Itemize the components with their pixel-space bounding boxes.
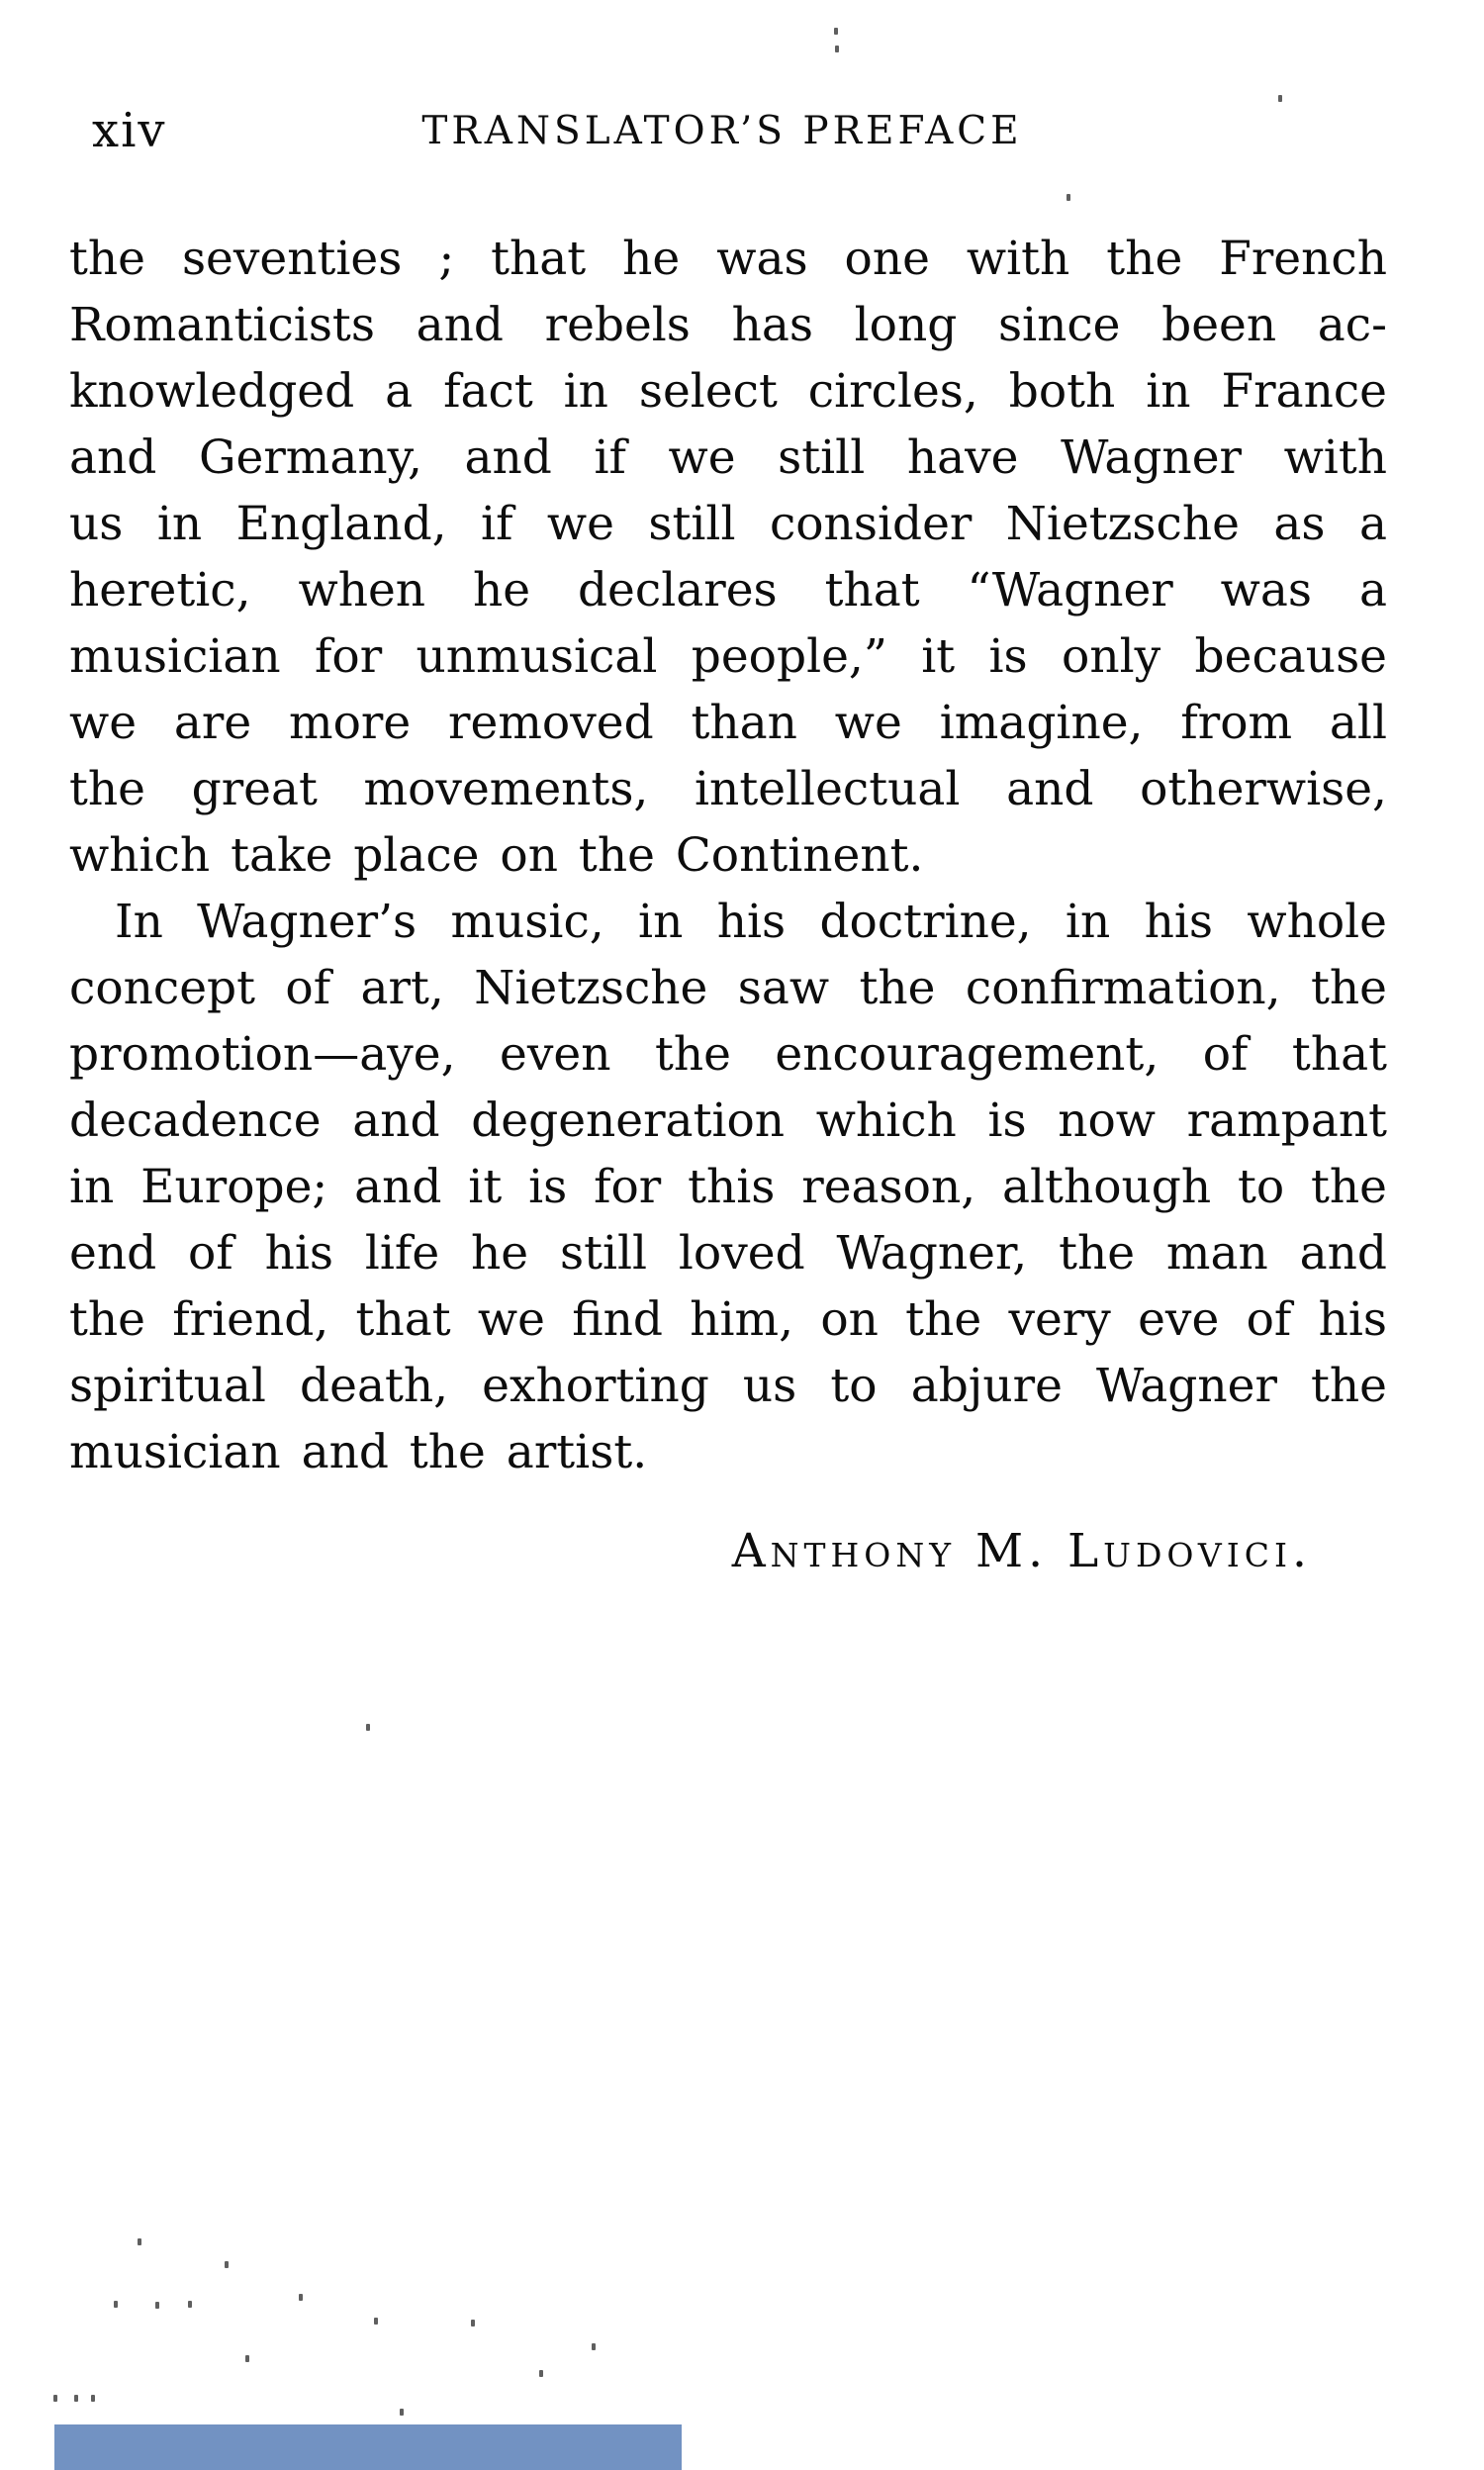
noise-speck [374,2318,378,2325]
body-line: knowledged a fact in select circles, both in France [69,364,1387,419]
page-number: xiv [92,103,167,158]
noise-speck [1278,95,1282,102]
body-line: the great movements, intellectual and otherwise, [69,762,1387,816]
body-line: the seventies ; that he was one with the French [69,232,1387,286]
noise-speck [53,2395,57,2402]
noise-speck [834,28,838,35]
noise-speck [366,1724,370,1731]
body-line: In Wagner’s music, in his doctrine, in his whole [115,895,1387,949]
body-line: and Germany, and if we still have Wagner with [69,430,1387,485]
body-line: decadence and degeneration which is now rampant [69,1093,1387,1148]
body-line: the friend, that we find him, on the very eve of his [69,1292,1387,1347]
noise-speck [835,46,839,52]
noise-speck [74,2395,78,2402]
body-line: musician for unmusical people,” it is only because [69,629,1387,684]
body-line: concept of art, Nietzsche saw the confirmation, the [69,961,1387,1015]
body-line: which take place on the Continent. [69,828,924,883]
body-line: musician and the artist. [69,1425,648,1479]
body-line: Romanticists and rebels has long since been ac- [69,298,1387,352]
body-line: us in England, if we still consider Nietzsche as a [69,497,1387,551]
noise-speck [138,2238,141,2245]
noise-speck [155,2302,159,2309]
body-line: end of his life he still loved Wagner, the man and [69,1226,1387,1281]
noise-speck [225,2261,229,2268]
noise-speck [245,2355,249,2362]
noise-speck [592,2343,596,2350]
body-line: we are more removed than we imagine, from all [69,696,1387,750]
noise-speck [400,2409,404,2416]
body-line: promotion—aye, even the encouragement, of that [69,1027,1387,1082]
body-line: in Europe; and it is for this reason, although to the [69,1160,1387,1214]
scan-artifact-bar [54,2424,682,2470]
body-line: heretic, when he declares that “Wagner was a [69,563,1387,618]
noise-speck [91,2395,95,2402]
body-text [69,226,1387,1485]
noise-speck [539,2370,543,2377]
noise-speck [114,2301,118,2308]
noise-speck [299,2294,303,2301]
running-title: TRANSLATOR’S PREFACE [421,109,1023,153]
noise-speck [188,2301,192,2308]
translator-signature: Anthony M. Ludovici. [731,1524,1312,1578]
noise-speck [471,2320,475,2327]
noise-speck [1067,194,1070,201]
body-line: spiritual death, exhorting us to abjure Wagner the [69,1359,1387,1413]
